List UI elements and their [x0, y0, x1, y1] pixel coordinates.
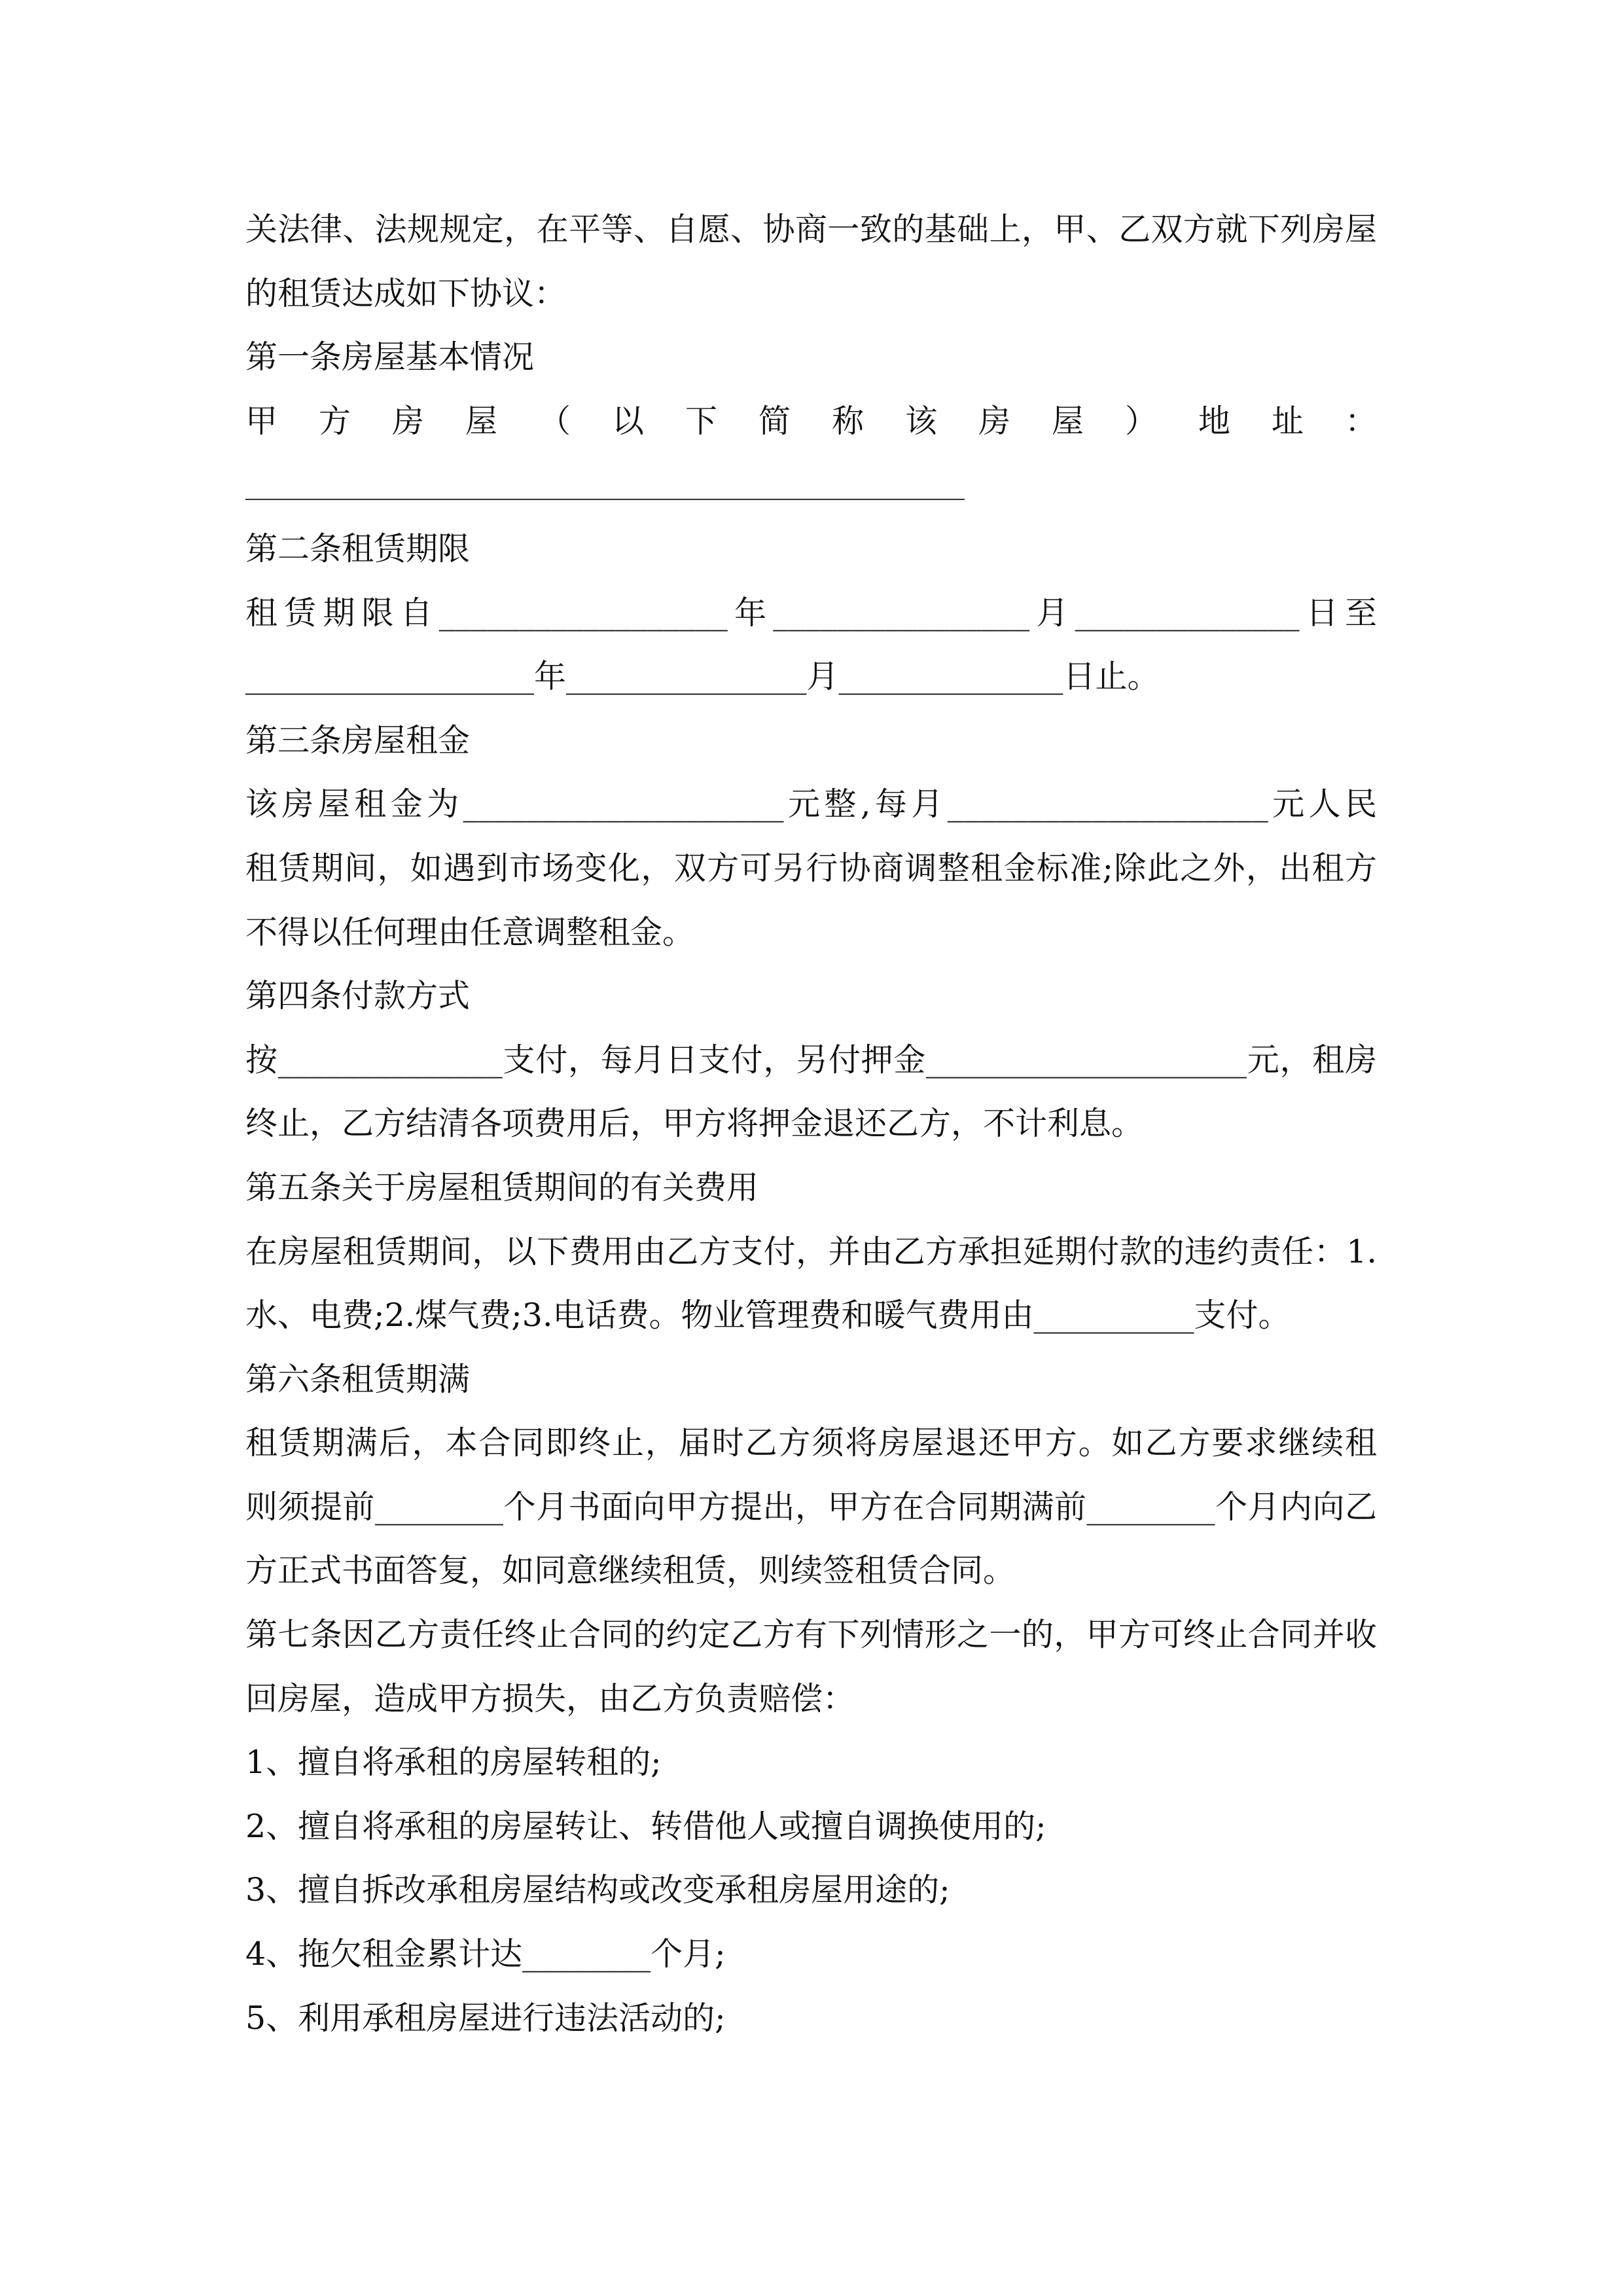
- section-heading: 第三条房屋租金: [245, 721, 471, 759]
- paragraph-line: 水、电费;2.煤气费;3.电话费。物业管理费和暖气费用由__________支付。: [245, 1297, 1291, 1335]
- list-item: 5、利用承租房屋进行违法活动的;: [245, 1999, 726, 2037]
- rent-line: 该房屋租金为____________________元整,每月____________________元人民: [245, 785, 1377, 823]
- paragraph-line: 回房屋，造成甲方损失，由乙方负责赔偿：: [245, 1679, 855, 1717]
- list-item: 4、拖欠租金累计达________个月;: [245, 1935, 726, 1973]
- section-heading: 第一条房屋基本情况: [245, 338, 535, 376]
- paragraph-line: 的租赁达成如下协议：: [245, 274, 567, 312]
- section-heading: 第四条付款方式: [245, 977, 471, 1015]
- section-heading: 第六条租赁期满: [245, 1360, 471, 1398]
- paragraph-line: 不得以任何理由任意调整租金。: [245, 913, 695, 951]
- paragraph-line: 租赁期间，如遇到市场变化，双方可另行协商调整租金标准;除此之外，出租方: [245, 849, 1377, 887]
- paragraph-line: 则须提前________个月书面向甲方提出，甲方在合同期满前________个月内向乙: [245, 1488, 1377, 1526]
- address-blank-line: [245, 453, 1377, 517]
- list-item: 3、擅自拆改承租房屋结构或改变承租房屋用途的;: [245, 1871, 950, 1909]
- paragraph-line: 在房屋租赁期间，以下费用由乙方支付，并由乙方承担延期付款的违约责任：1.: [245, 1232, 1377, 1270]
- contract-body: [245, 198, 1377, 2050]
- lease-term-line: 租赁期限自__________________年________________月______________日至: [245, 594, 1377, 632]
- list-item: 1、擅自将承租的房屋转租的;: [245, 1744, 662, 1782]
- paragraph-line: 终止，乙方结清各项费用后，甲方将押金退还乙方，不计利息。: [245, 1105, 1144, 1143]
- paragraph-line: 租赁期满后，本合同即终止，届时乙方须将房屋退还甲方。如乙方要求继续租: [245, 1424, 1377, 1462]
- lease-term-line: __________________年_______________月______________日止。: [245, 658, 1160, 696]
- list-item: 2、擅自将承租的房屋转让、转借他人或擅自调换使用的;: [245, 1807, 1046, 1845]
- payment-line: 按______________支付，每月日支付，另付押金____________________元，租房: [245, 1041, 1377, 1079]
- section-heading: 第五条关于房屋租赁期间的有关费用: [245, 1168, 759, 1206]
- paragraph-line: 关法律、法规规定，在平等、自愿、协商一致的基础上，甲、乙双方就下列房屋: [245, 211, 1377, 248]
- section-heading: 第二条租赁期限: [245, 529, 471, 567]
- section-heading: 第七条因乙方责任终止合同的约定乙方有下列情形之一的，甲方可终止合同并收: [245, 1616, 1377, 1654]
- paragraph-line: 方正式书面答复，如同意继续租赁，则续签租赁合同。: [245, 1552, 1016, 1590]
- address-label: 甲方房屋（以下简称该房屋）地址：: [245, 402, 1377, 440]
